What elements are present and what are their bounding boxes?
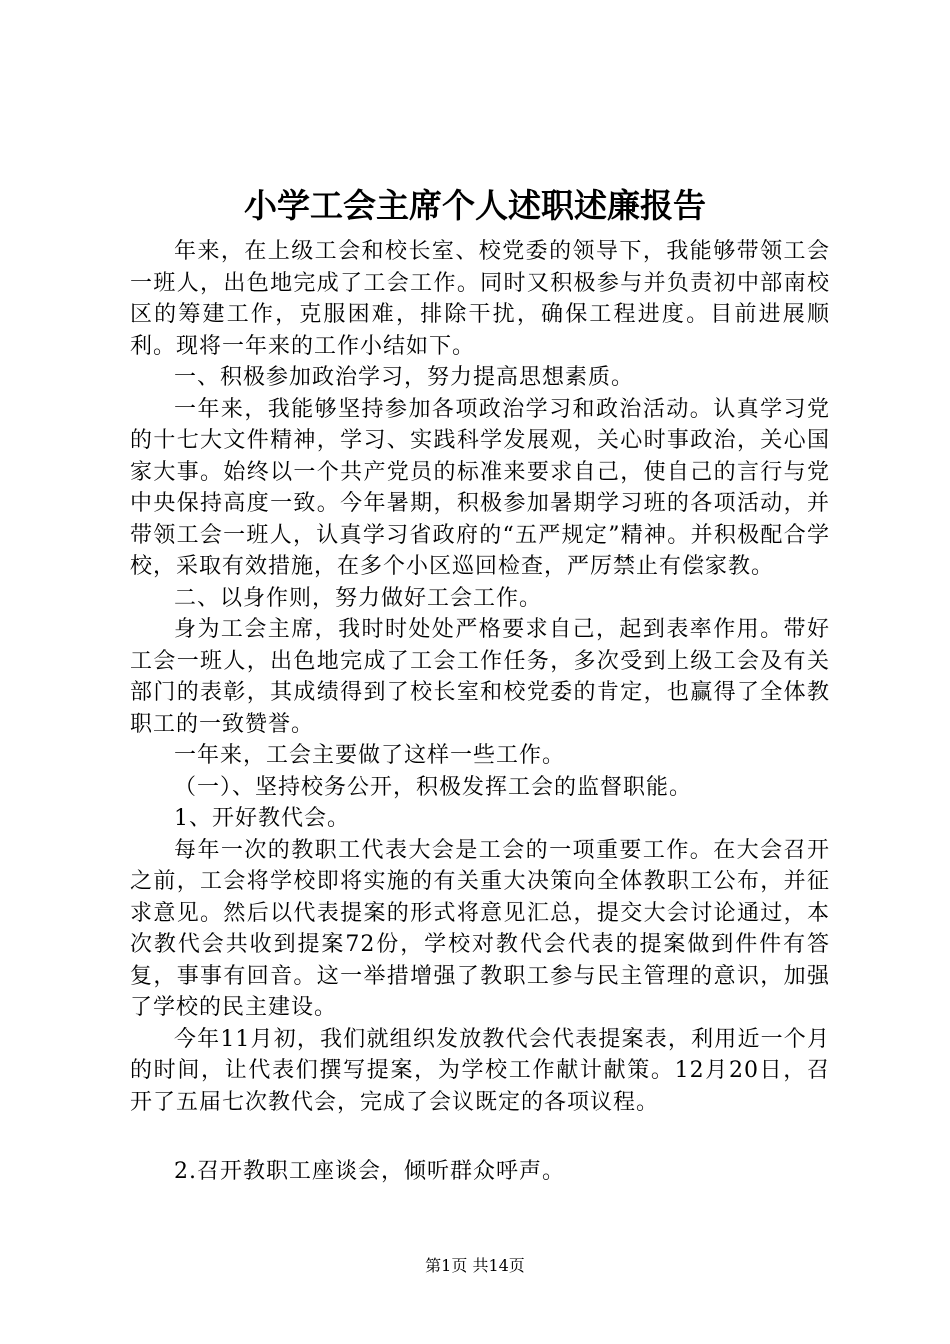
item-heading-1: 1、开好教代会。 [174,806,350,831]
document-title: 小学工会主席个人述职述廉报告 [244,186,706,225]
paragraph-november: 今年11月初，我们就组织发放教代会代表提案表，利用近一个月的时间，让代表们撰写提案，为学校工作献计献策。12月20日，召开了五届七次教代会，完成了会议既定的各项议程。 [130,1026,830,1115]
page-number-footer: 第1页 共14页 [425,1256,525,1275]
section-heading-2: 二、以身作则，努力做好工会工作。 [174,585,543,611]
paragraph-role-model: 身为工会主席，我时时处处严格要求自己，起到表率作用。带好工会一班人，出色地完成了工会工作任务，多次受到上级工会及有关部门的表彰，其成绩得到了校长室和校党委的肯定，也赢得了全体教职工的一致赞誉。 [130,617,830,737]
document-body [130,236,830,1188]
subsection-heading-1: （一）、坚持校务公开，积极发挥工会的监督职能。 [174,774,693,800]
paragraph-intro: 年来，在上级工会和校长室、校党委的领导下，我能够带领工会一班人，出色地完成了工会工作。同时又积极参与并负责初中部南校区的筹建工作，克服困难，排除干扰，确保工程进度。目前进展顺利。现将一年来的工作小结如下。 [130,239,830,359]
paragraph-political-study: 一年来，我能够坚持参加各项政治学习和政治活动。认真学习党的十七大文件精神，学习、实践科学发展观，关心时事政治，关心国家大事。始终以一个共产党员的标准来要求自己，使自己的言行与党中央保持高度一致。今年暑期，积极参加暑期学习班的各项活动，并带领工会一班人，认真学习省政府的“五严规定”精神。并积极配合学校，采取有效措施，在多个小区巡回检查，严厉禁止有偿家教。 [130,396,830,579]
paragraph-staff-congress: 每年一次的教职工代表大会是工会的一项重要工作。在大会召开之前，工会将学校即将实施的有关重大决策向全体教职工公布，并征求意见。然后以代表提案的形式将意见汇总，提交大会讨论通过，本次教代会共收到提案72份，学校对教代会代表的提案做到件件有答复，事事有回音。这一举措增强了教职工参与民主管理的意识，加强了学校的民主建设。 [130,837,830,1020]
section-heading-1: 一、积极参加政治学习，努力提高思想素质。 [174,365,635,390]
paragraph-work-summary: 一年来，工会主要做了这样一些工作。 [174,743,566,768]
item-heading-2: 2.召开教职工座谈会，倾听群众呼声。 [174,1159,565,1184]
